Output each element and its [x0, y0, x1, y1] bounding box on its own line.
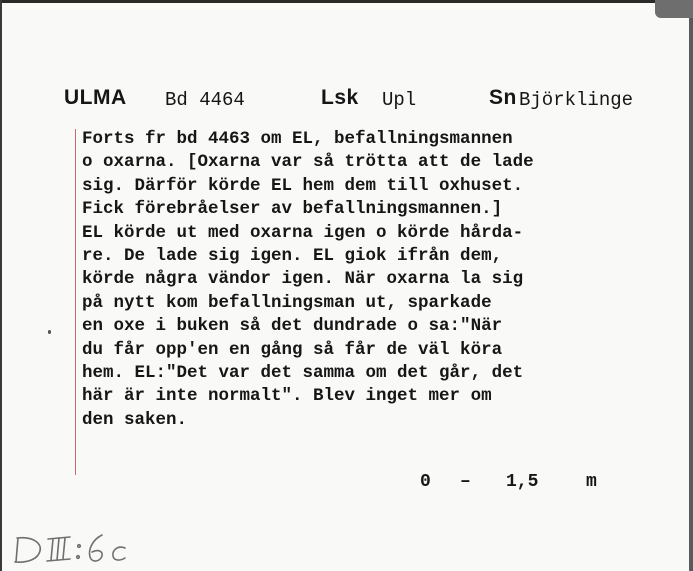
landskap-label: Lsk: [321, 86, 359, 109]
card-top-edge: [0, 0, 693, 3]
landskap-value: Upl: [382, 89, 417, 111]
archive-name: ULMA: [64, 86, 127, 109]
card-text: [82, 128, 682, 432]
text-line: re. De lade sig igen. EL giok ifrån dem,: [82, 246, 503, 267]
ink-speck: [48, 330, 51, 334]
text-line: Fick förebråelser av befallningsmannen.]: [82, 199, 503, 220]
text-line: på nytt kom befallningsman ut, sparkade: [82, 292, 492, 313]
socken-label: Sn: [489, 86, 517, 109]
measure-start: 0: [420, 472, 431, 492]
text-line: Forts fr bd 4463 om EL, befallningsmannen: [82, 129, 513, 149]
measure-value: 1,5: [506, 472, 539, 492]
measure-unit: m: [586, 472, 597, 492]
text-line: den saken.: [82, 409, 188, 430]
text-line: en oxe i buken så det dundrade o sa:"När: [82, 316, 503, 337]
text-line: här är inte normalt". Blev inget mer om: [82, 386, 492, 407]
measurement: [420, 472, 620, 498]
card-corner-shadow: [655, 0, 693, 18]
card-header: [64, 86, 674, 118]
text-line: körde några vändor igen. När oxarna la sig: [82, 269, 524, 290]
text-line: du får opp'en en gång så får de väl köra: [82, 339, 503, 360]
socken-value: Björklinge: [519, 89, 634, 111]
measure-dash: –: [460, 472, 471, 492]
text-line: EL körde ut med oxarna igen o körde hårda-: [82, 222, 524, 243]
card-left-edge: [0, 0, 2, 571]
volume-number: Bd 4464: [165, 89, 245, 111]
text-line: o oxarna. [Oxarna var så trötta att de lade: [82, 152, 534, 173]
margin-rule: [75, 129, 76, 475]
text-line: sig. Därför körde EL hem dem till oxhuset.: [82, 175, 524, 196]
text-line: hem. EL:"Det var det samma om det går, det: [82, 363, 524, 384]
card-right-edge: [689, 0, 693, 571]
handwritten-code: [12, 530, 152, 568]
